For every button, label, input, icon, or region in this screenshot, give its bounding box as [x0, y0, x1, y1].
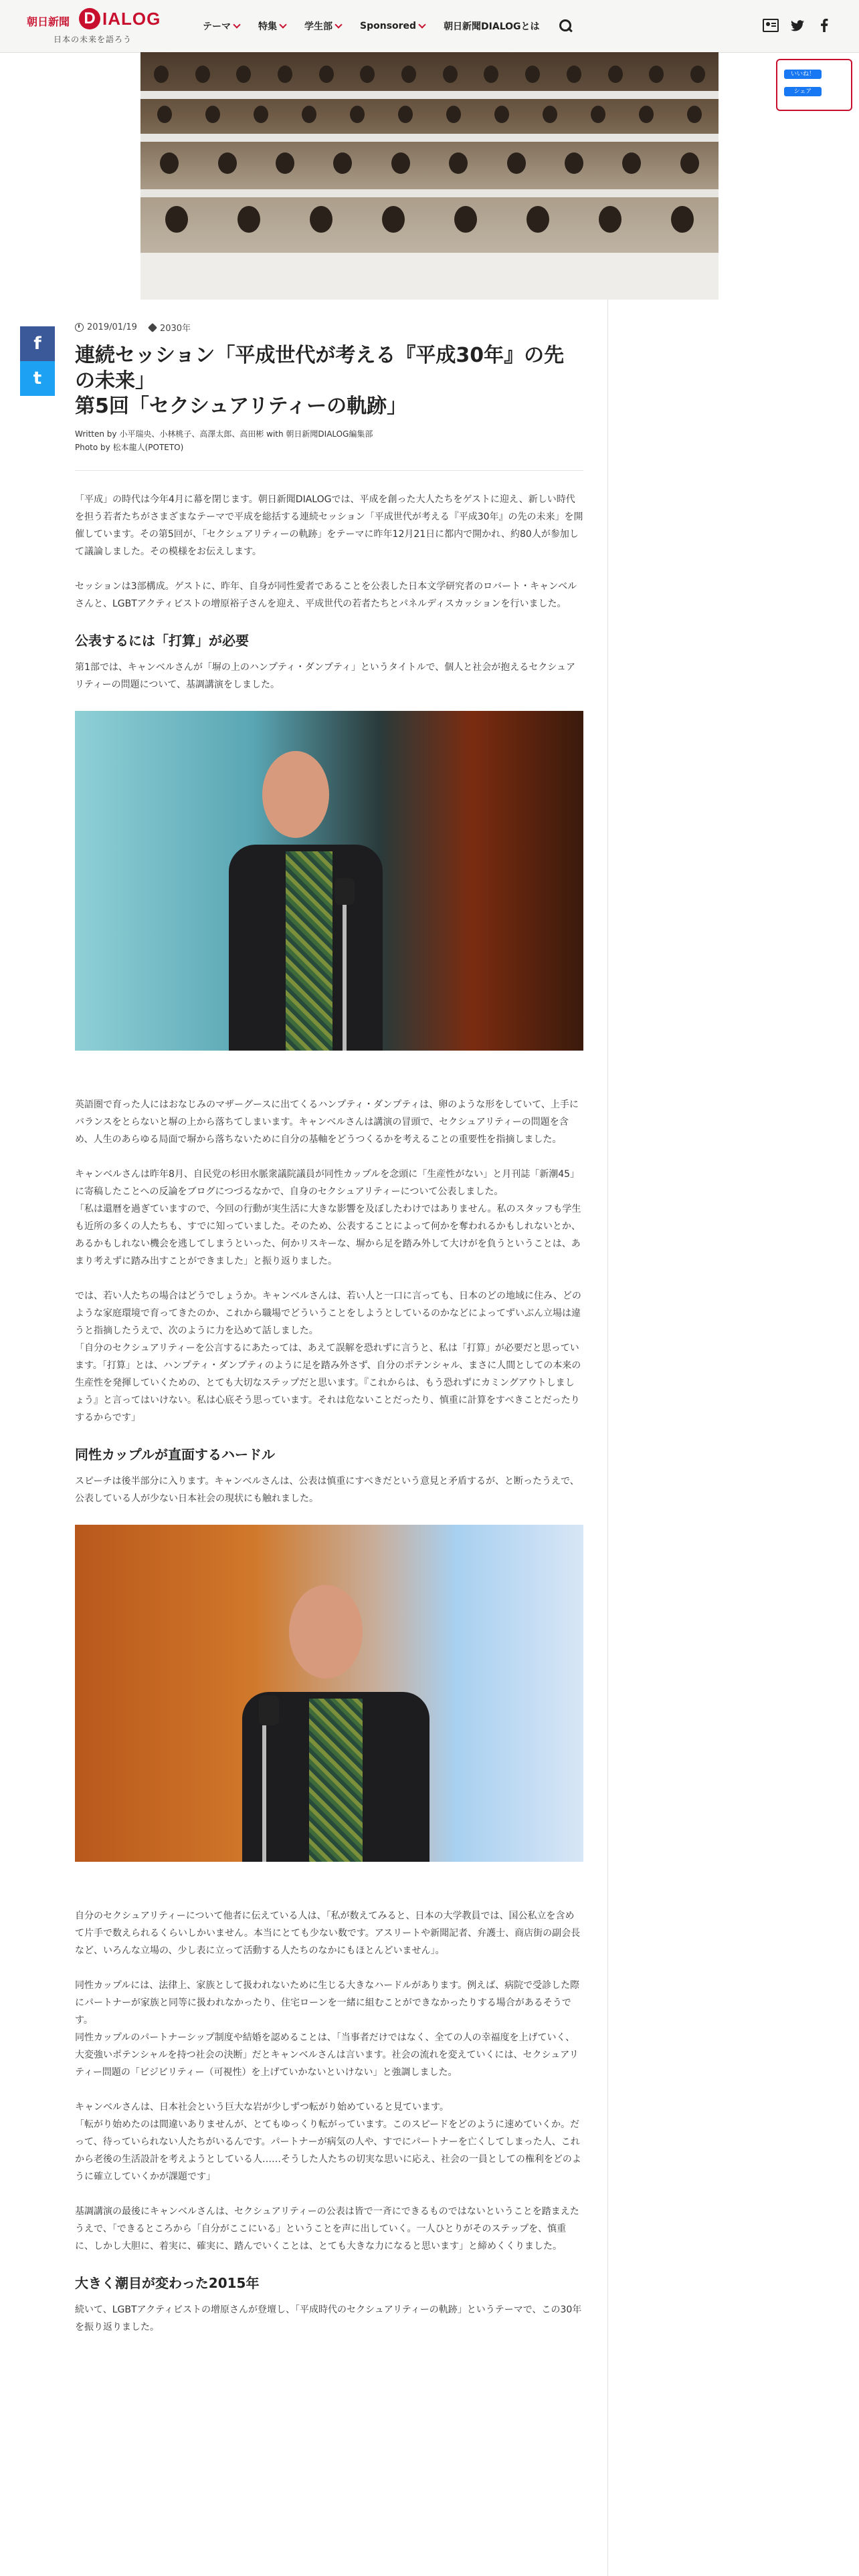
nav-item-students[interactable]	[304, 19, 341, 33]
sidebar-divider	[607, 300, 608, 2576]
facebook-icon[interactable]	[816, 17, 832, 33]
nav-item-label: 特集	[258, 21, 277, 32]
article-paragraph: 「平成」の時代は今年4月に幕を閉じます。朝日新聞DIALOGでは、平成を創った大人たちをゲストに迎え、新しい時代を担う若者たちがさまざまなテーマで平成を総括する連続セッション「平成世代が考える『平成30年』の先の未来」を開催しています。その第5回が、「セクシュアリティーの軌跡」をテーマに昨年12月21日に都内で開かれ、約80人が参加して議論しました。その模様をお伝えします。	[75, 494, 583, 557]
article-paragraph: 英語圏で育った人にはおなじみのマザーグースに出てくるハンプティ・ダンプティは、卵のような形をしていて、上手にバランスをとらないと塀の上から落ちてしまいます。キャンベルさんは講演の冒頭で、セクシュアリティーの問題を含め、人生のあらゆる局面で塀から落ちないために自分の基軸をどうつくるかを考えることの重要性を指摘しました。	[75, 1099, 579, 1145]
chevron-down-icon	[233, 21, 240, 28]
header-icons	[752, 17, 832, 33]
section-heading: 大きく潮目が変わった2015年	[75, 2275, 260, 2291]
nav-item-label: Sponsored	[360, 21, 417, 31]
article-paragraph: 基調講演の最後にキャンベルさんは、セクシュアリティーの公表は皆で一斉にできるものではないということを踏まえたうえで、「できるところから「自分がここにいる」ということを声に出していく。一人ひとりがそのステップを、慎重に、しかし大胆に、着実に、確実に、踏んでいくことは、とても大きな力になると思います」と締めくくりました。	[75, 2206, 579, 2252]
article-paragraph: では、若い人たちの場合はどうでしょうか。キャンベルさんは、若い人と一口に言っても、日本のどの地域に住み、どのような家庭環境で育ってきたのか、これから職場でどういうことをしようとしているのかなどによってずいぶん立場は違うと指摘したうえで、次のように力を込めて話しました。 「自分のセクシュアリティーを公言するにあたっては、あえて誤解を恐れずに言うと、私は「打算」が必要だと思っています。「打算」とは、ハンプティ・ダンプティのように足を踏み外さず、自分のポテンシャル、まさに人間としての本来の生産性を発揮していくための、とても大切なステップだと思います。『これからは、もう恐れずにカミングアウトしましょう』と言ってはいけない。私は心底そう思っています。それは危ないことだったり、慎重に計算をすべきことだったりするからです」	[75, 1291, 581, 1423]
hero-audience-row	[140, 206, 719, 233]
article-paragraph: キャンベルさんは、日本社会という巨大な岩が少しずつ転がり始めていると見ています。 「転がり始めたのは間違いありませんが、とてもゆっくり転がっています。このスピードをどのように速めていくか。だって、待っていられない人たちがいるんです。パートナーが病気の人や、すでにパートナーを亡くしてしまった人、これから老後の生活設計を考えようとしている人……そうした人たちの切実な思いに応え、社会の一員としての権利をどのように確立していくかが課題です」	[75, 2102, 581, 2182]
site-logo[interactable]	[27, 4, 174, 48]
article-paragraph: 同性カップルには、法律上、家族として扱われないために生じる大きなハードルがあります。例えば、病院で受診した際にパートナーが家族と同等に扱われなかったり、住宅ローンを一緒に組むことができなかったりする場合があるそうです。 同性カップルのパートナーシップ制度や結婚を認めることは、「当事者だけではなく、全ての人の幸福度を上げていく、大変強いポテンシャルを持つ社会の決断」だとキャンベルさんは言います。社会の流れを変えていくには、セクシュアリティー問題の「ビジビリティー（可視性）を上げていかないといけない」と強調しました。	[75, 1980, 580, 2078]
twitter-share-icon[interactable]: t	[20, 361, 55, 396]
logo-d-mark: D	[79, 8, 100, 29]
article-paragraph: 続いて、LGBTアクティビストの增原さんが登壇し、「平成時代のセクシュアリティーの軌跡」というテーマで、この30年を振り返りました。	[75, 2304, 582, 2333]
site-tagline: 日本の未来を語ろう	[54, 35, 132, 44]
nav-item-label: テーマ	[203, 21, 231, 32]
hero-audience-row	[140, 66, 719, 83]
article-paragraph: キャンベルさんは昨年8月、自民党の杉田水脈衆議院議員が同性カップルを念頭に「生産性がない」と月刊誌「新潮45」に寄稿したことへの反論をブログにつづるなかで、自身のセクシュアリティーについて公表しました。 「私は還暦を過ぎていますので、今回の行動が実生活に大きな影響を及ぼしたわけではありません。私のスタッフも学生も近所の多くの人たちも、すでに知っていました。そのため、公表することによって何かを奪われるかもしれないとか、あるかもしれない機会を逃してしまうといった、何かリスキーな、塀から足を踏み外して大けがを負うということは、あまり考えずに踏み出すことができました」と振り返りました。	[75, 1169, 581, 1267]
logo-dialog-text: IALOG	[102, 9, 161, 29]
hero-audience-row	[140, 106, 719, 123]
byline-photo: Photo by 松本龍人(POTETO)	[75, 443, 184, 452]
chevron-down-icon	[418, 21, 425, 28]
chevron-down-icon	[335, 21, 342, 28]
article-meta	[75, 321, 583, 334]
nav-item-features[interactable]	[258, 19, 286, 33]
social-share-box	[776, 59, 852, 111]
article	[75, 321, 583, 2353]
article-paragraph: 第1部では、キャンベルさんが「塀の上のハンプティ・ダンプティ」というタイトルで、個人と社会が抱えるセクシュアリティーの問題について、基調講演をしました。	[75, 662, 575, 690]
facebook-like-button[interactable]: いいね！	[784, 70, 822, 79]
article-paragraph: 自分のセクシュアリティーについて他者に伝えている人は、「私が数えてみると、日本の大学教員では、国公私立を含めて片手で数えられるくらいしかいません。本当にとても少ない数です。アスリートや新聞記者、弁護士、商店街の副会長など、いろんな立場の、少し表に立って活動する人たちのなかにもほとんどいません」。	[75, 1911, 581, 1956]
hero-photo	[140, 52, 719, 300]
profile-card-icon[interactable]	[763, 17, 779, 33]
article-tag[interactable]: 2030年	[159, 324, 191, 334]
article-title: 連続セッション「平成世代が考える『平成30年』の先の未来」 第5回「セクシュアリティーの軌跡」	[75, 344, 565, 418]
facebook-share-icon[interactable]: f	[20, 326, 55, 361]
speaker-photo	[75, 1525, 583, 1862]
twitter-icon[interactable]	[789, 17, 805, 33]
section-heading: 公表するには「打算」が必要	[75, 633, 249, 649]
byline-written: Written by 小平瑞央、小林桃子、高澤太郎、高田彬 with 朝日新聞DIALOG編集部	[75, 429, 373, 439]
nav-item-label: 朝日新聞DIALOGとは	[444, 21, 540, 32]
nav-item-about[interactable]	[444, 19, 539, 33]
article-paragraph: セッションは3部構成。ゲストに、昨年、自身が同性愛者であることを公表した日本文学研究者のロバート・キャンベルさんと、LGBTアクティビストの增原裕子さんを迎え、平成世代の若者たちとパネルディスカッションを行いました。	[75, 581, 577, 609]
site-header	[0, 0, 859, 53]
nav-item-theme[interactable]	[203, 19, 240, 33]
section-heading: 同性カップルが直面するハードル	[75, 1446, 275, 1463]
main-nav	[203, 0, 573, 52]
search-icon[interactable]	[559, 19, 573, 33]
hero-audience-row	[140, 152, 719, 174]
nav-item-sponsored[interactable]	[360, 21, 425, 31]
tag-icon	[148, 322, 157, 332]
article-paragraph: スピーチは後半部分に入ります。キャンベルさんは、公表は慎重にすべきだという意見と矛盾するが、と断ったうえで、公表している人が少ない日本社会の現状にも触れました。	[75, 1476, 579, 1504]
logo-asahi-text: 朝日新聞	[27, 15, 70, 28]
clock-icon	[75, 323, 84, 332]
article-date: 2019/01/19	[87, 322, 137, 332]
nav-item-label: 学生部	[304, 21, 332, 32]
divider	[75, 470, 583, 471]
chevron-down-icon	[279, 21, 286, 28]
facebook-share-button[interactable]: シェア	[784, 87, 822, 96]
speaker-photo	[75, 711, 583, 1051]
